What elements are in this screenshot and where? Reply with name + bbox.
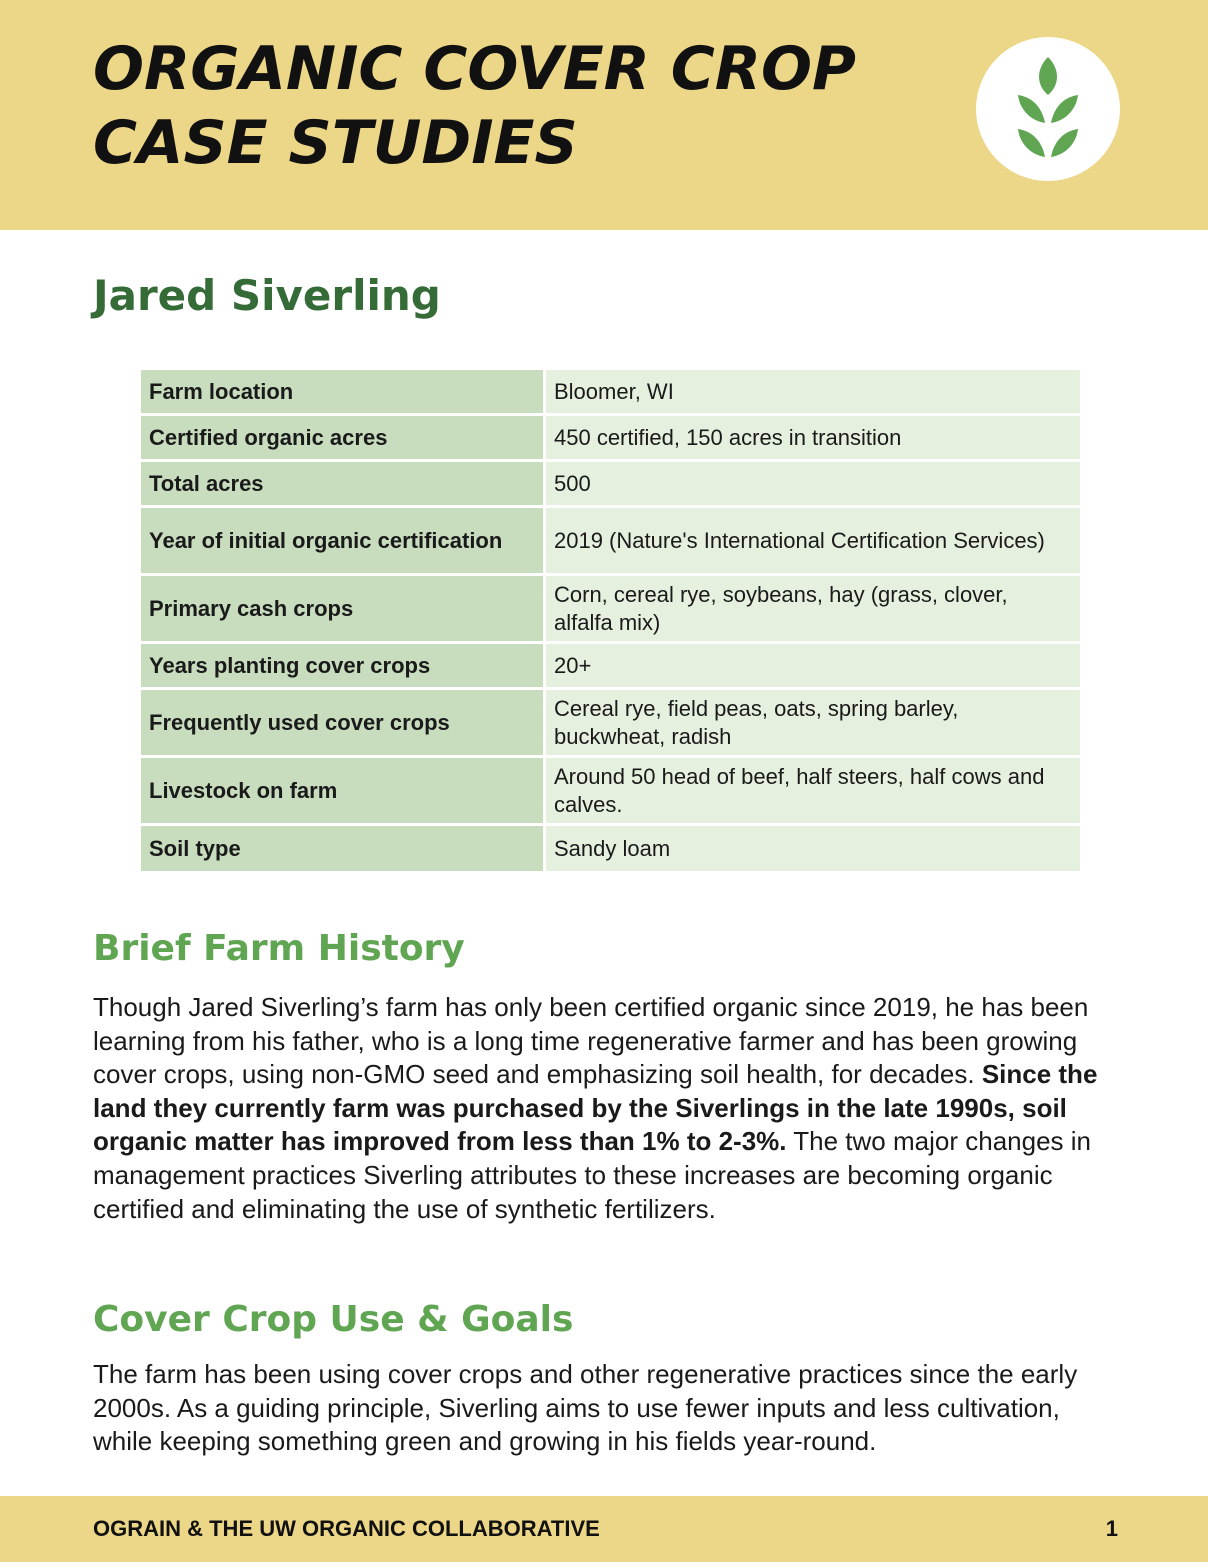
fact-value: 2019 (Nature's International Certification Services) xyxy=(545,507,1082,575)
history-heading: Brief Farm History xyxy=(93,928,465,969)
farmer-name: Jared Siverling xyxy=(93,271,441,320)
fact-label: Years planting cover crops xyxy=(140,643,545,689)
fact-value: 450 certified, 150 acres in transition xyxy=(545,415,1082,461)
fact-label: Frequently used cover crops xyxy=(140,689,545,757)
fact-label: Soil type xyxy=(140,825,545,873)
title-line-1: ORGANIC COVER CROP xyxy=(93,34,856,104)
page-number: 1 xyxy=(1105,1516,1118,1541)
table-row xyxy=(140,825,1082,873)
fact-value: Corn, cereal rye, soybeans, hay (grass, clover, alfalfa mix) xyxy=(545,575,1082,643)
history-text-end: The two major changes in management practices Siverling attributes to these increases are becoming organic certified and eliminating the use of synthetic fertilizers. xyxy=(93,1126,1091,1224)
history-text-start: Though Jared Siverling’s farm has only been certified organic since 2019, he has been learning from his father, who is a long time regenerative farmer and has been growing cover crops, using non-GMO seed and emphasizing soil health, for decades. xyxy=(93,992,1089,1090)
table-row xyxy=(140,461,1082,507)
fact-value: 500 xyxy=(545,461,1082,507)
fact-label: Primary cash crops xyxy=(140,575,545,643)
goals-paragraph: The farm has been using cover crops and other regenerative practices since the early 2000s. As a guiding principle, Siverling aims to use fewer inputs and less cultivation, while keeping something green and growing in his fields year-round. xyxy=(93,1359,1078,1457)
table-row xyxy=(140,643,1082,689)
table-row xyxy=(140,575,1082,643)
table-row xyxy=(140,415,1082,461)
wheat-sprout-icon xyxy=(976,37,1120,181)
fact-label: Year of initial organic certification xyxy=(140,507,545,575)
table-row xyxy=(140,369,1082,415)
fact-label: Total acres xyxy=(140,461,545,507)
fact-label: Certified organic acres xyxy=(140,415,545,461)
header-band xyxy=(0,0,1208,230)
fact-value: Sandy loam xyxy=(545,825,1082,873)
fact-label: Farm location xyxy=(140,369,545,415)
table-row xyxy=(140,507,1082,575)
table-row xyxy=(140,689,1082,757)
logo xyxy=(976,37,1120,181)
fact-label: Livestock on farm xyxy=(140,757,545,825)
goals-heading: Cover Crop Use & Goals xyxy=(93,1299,574,1340)
farm-facts-table xyxy=(138,367,1083,874)
page-title xyxy=(93,32,856,180)
fact-value: 20+ xyxy=(545,643,1082,689)
fact-value: Around 50 head of beef, half steers, half cows and calves. xyxy=(545,757,1082,825)
footer-organization: OGRAIN & THE UW ORGANIC COLLABORATIVE xyxy=(93,1516,600,1541)
fact-value: Cereal rye, field peas, oats, spring barley, buckwheat, radish xyxy=(545,689,1082,757)
fact-value: Bloomer, WI xyxy=(545,369,1082,415)
table-row xyxy=(140,757,1082,825)
history-paragraph xyxy=(93,991,1123,1226)
history-text-bold: Since the land they currently farm was purchased by the Siverlings in the late 1990s, soil organic matter has improved from less than 1% to 2-3%. xyxy=(93,1059,1098,1157)
title-line-2: CASE STUDIES xyxy=(93,108,578,178)
footer-band xyxy=(0,1496,1208,1562)
